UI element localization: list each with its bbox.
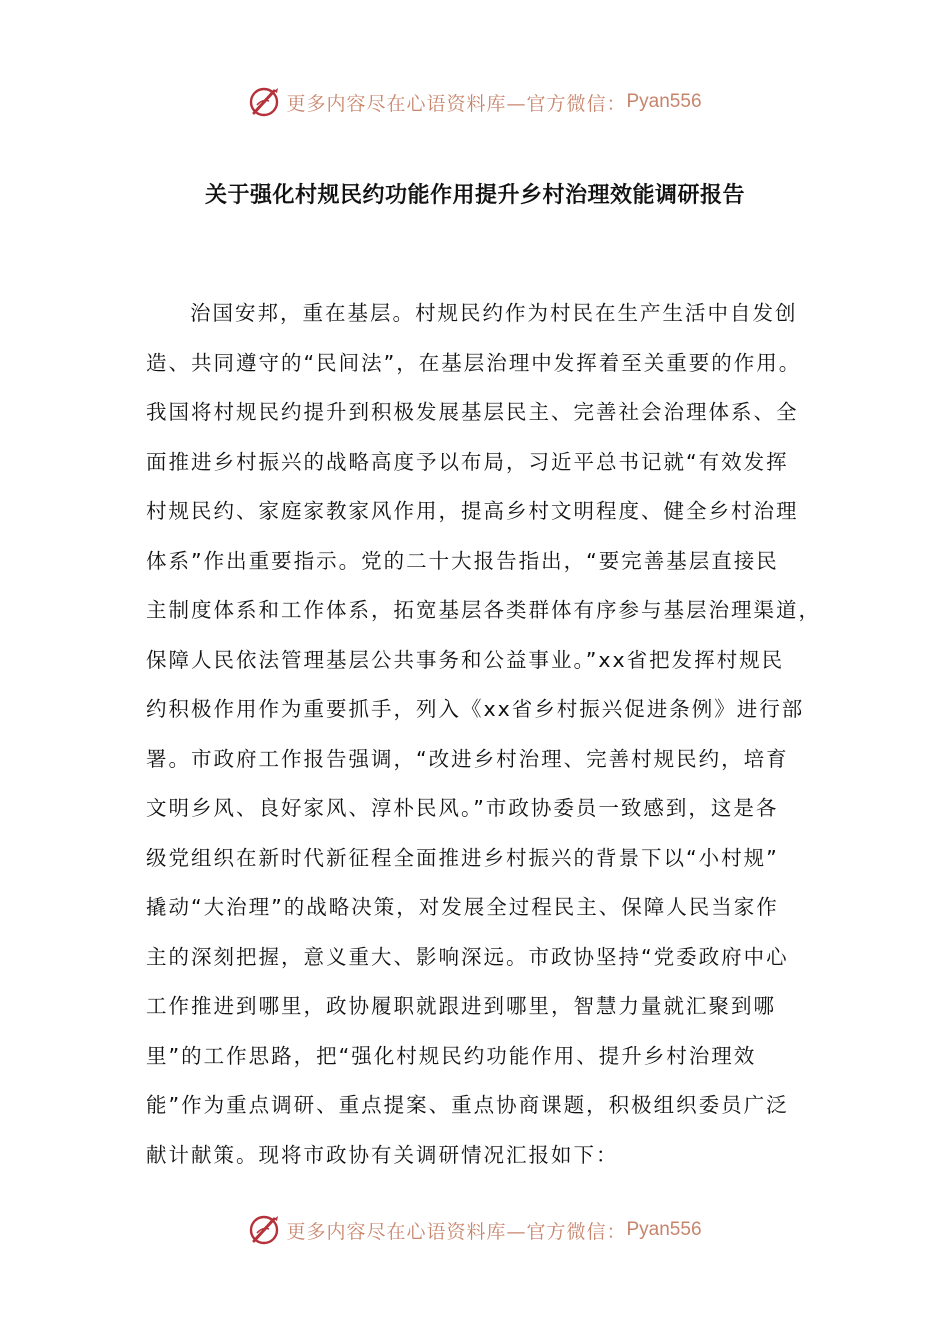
document-title: 关于强化村规民约功能作用提升乡村治理效能调研报告 [204, 183, 745, 208]
watermark-text: 更多内容尽在心语资料库—官方微信： [286, 92, 627, 115]
body-line: 工作推进到哪里，政协履职就跟进到哪里，智慧力量就汇聚到哪 [146, 994, 776, 1018]
body-line: 主的深刻把握，意义重大、影响深远。市政协坚持“党委政府中心 [146, 944, 789, 969]
watermark-content [248, 1213, 701, 1247]
watermark-banner-bottom [0, 1208, 950, 1252]
watermark-content [248, 85, 701, 119]
pen-logo-icon [248, 85, 282, 119]
body-line: 约积极作用作为重要抓手，列入《xx省乡村振兴促进条例》进行部 [146, 697, 805, 721]
body-line: 保障人民依法管理基层公共事务和公益事业。”xx省把发挥村规民 [146, 647, 785, 672]
body-line: 造、共同遵守的“民间法”，在基层治理中发挥着至关重要的作用。 [146, 350, 802, 375]
watermark-wechat-id: Pyan556 [626, 1219, 702, 1240]
body-line: 村规民约、家庭家教家风作用，提高乡村文明程度、健全乡村治理 [146, 499, 799, 523]
body-line: 我国将村规民约提升到积极发展基层民主、完善社会治理体系、全 [146, 400, 799, 424]
pen-logo-icon [248, 1213, 282, 1247]
body-line: 体系”作出重要指示。党的二十大报告指出，“要完善基层直接民 [146, 548, 779, 573]
body-line: 级党组织在新时代新征程全面推进乡村振兴的背景下以“小村规” [146, 845, 779, 870]
body-line: 能”作为重点调研、重点提案、重点协商课题，积极组织委员广泛 [146, 1093, 789, 1117]
body-line: 里”的工作思路，把“强化村规民约功能作用、提升乡村治理效 [146, 1043, 757, 1068]
body-line: 署。市政府工作报告强调，“改进乡村治理、完善村规民约，培育 [146, 746, 789, 771]
watermark-wechat-id: Pyan556 [626, 91, 702, 112]
body-line: 主制度体系和工作体系，拓宽基层各类群体有序参与基层治理渠道， [146, 598, 821, 622]
body-line: 文明乡风、良好家风、淳朴民风。”市政协委员一致感到，这是各 [146, 796, 779, 820]
body-paragraph [146, 289, 822, 1180]
watermark-text: 更多内容尽在心语资料库—官方微信： [286, 1220, 627, 1243]
body-line: 面推进乡村振兴的战略高度予以布局，习近平总书记就“有效发挥 [146, 449, 789, 474]
body-line: 撬动“大治理”的战略决策，对发展全过程民主、保障人民当家作 [146, 895, 779, 919]
body-line: 献计献策。现将市政协有关调研情况汇报如下： [146, 1142, 619, 1167]
body-line: 治国安邦，重在基层。村规民约作为村民在生产生活中自发创 [190, 301, 798, 325]
watermark-banner-top [0, 80, 950, 124]
